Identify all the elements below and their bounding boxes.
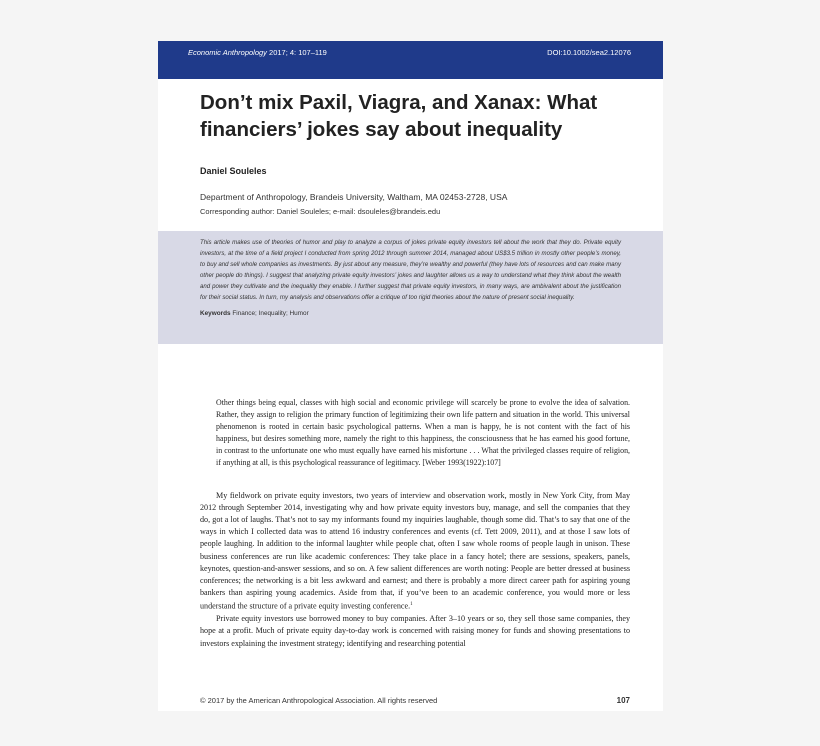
- body-paragraph: [200, 490, 630, 614]
- keywords-list: Finance; Inequality; Humor: [230, 309, 309, 317]
- corresponding-author: Corresponding author: Daniel Souleles; e-mail: dsouleles@brandeis.edu: [200, 207, 441, 216]
- article-body: [200, 397, 630, 650]
- volume-pages: 2017; 4: 107–119: [266, 48, 327, 57]
- journal-header-bar: [158, 41, 663, 79]
- article-title: Don’t mix Paxil, Viagra, and Xanax: What financiers’ jokes say about inequality: [200, 91, 598, 141]
- keywords: [200, 310, 621, 317]
- abstract-text: This article makes use of theories of humor and play to analyze a corpus of jokes private equity investors tell about the work that they do. Private equity investors, at the time of a field project I conducted from spring 2012 through summer 2014, managed about US$3.5 trillion in mostly other people’s money, to buy and sell whole companies as investments. By just about any measure, they’re wealthy and powerful (they have lots of resources and can make many other people do things). I suggest that analyzing private equity investors’ jokes and laughter allows us a way to understand what they think about the wealth and power they cultivate and the inequality they enable. I further suggest that private equity investors, in many ways, are ambivalent about the justification for their social status. In turn, my analysis and observations offer a critique of too rigid theories about the nature of present social inequality.: [200, 239, 621, 302]
- paragraph-text: My fieldwork on private equity investors, two years of interview and observation work, mostly in New York City, from May 2012 through September 2014, investigating why and how private equity investors buy, manage, and sell the companies that they do, got a lot of laughs. That’s not to say my informants found my inquiries laughable, though some did. That’s to say that one of the ways in which I collected data was to attend 16 industry conferences and events (cf. Tett 2009, 2011), and at those I saw lots of people laughing. In addition to the informal laughter while people chat, often I saw whole rooms of people laugh in unison. These business conferences are run like academic conferences: They take place in a fancy hotel; there are sessions, speakers, panels, keynotes, question-and-answer sessions, and so on. A few salient differences are worth noting: People are better dressed at business conferences; the networking is a bit less awkward and earnest; and there is probably a more direct career path for aspiring young bankers than aspiring young academics. Aside from that, if you’ve been to an academic conference, you would more or less understand the structure of a private equity investing conference.: [200, 490, 630, 612]
- author-name: Daniel Souleles: [200, 166, 267, 176]
- page-footer: [200, 696, 630, 705]
- page-number: 107: [616, 696, 630, 705]
- abstract-box: [158, 231, 663, 344]
- journal-name: Economic Anthropology: [188, 48, 267, 57]
- footnote-marker[interactable]: 1: [410, 602, 413, 608]
- doi[interactable]: DOI:10.1002/sea2.12076: [547, 48, 631, 57]
- body-paragraph: Private equity investors use borrowed money to buy companies. After 3–10 years or so, they sell those same companies, they hope at a profit. Much of private equity day-to-day work is concerned with raising money for funds and showing presentations to investors explaining the investment strategy; identifying and researching potential: [200, 614, 630, 648]
- author-affiliation: Department of Anthropology, Brandeis University, Waltham, MA 02453-2728, USA: [200, 192, 508, 202]
- journal-citation: [188, 48, 327, 79]
- copyright-notice: © 2017 by the American Anthropological Association. All rights reserved: [200, 696, 438, 705]
- keywords-label: Keywords: [200, 309, 231, 317]
- article-page: [158, 41, 663, 711]
- epigraph-quote: Other things being equal, classes with high social and economic privilege will scarcely be prone to evolve the idea of salvation. Rather, they assign to religion the primary function of legitimizing their own life pattern and situation in the world. This universal phenomenon is rooted in certain basic psychological patterns. When a man is happy, he is not content with the fact of his happiness, but desires something more, namely the right to this happiness, the consciousness that he has earned his good fortune, in contrast to the unfortunate one who must equally have earned his misfortune . . . What the privileged classes require of religion, if anything at all, is this psychological reassurance of legitimacy. [Weber 1993(1922):107]: [216, 398, 630, 468]
